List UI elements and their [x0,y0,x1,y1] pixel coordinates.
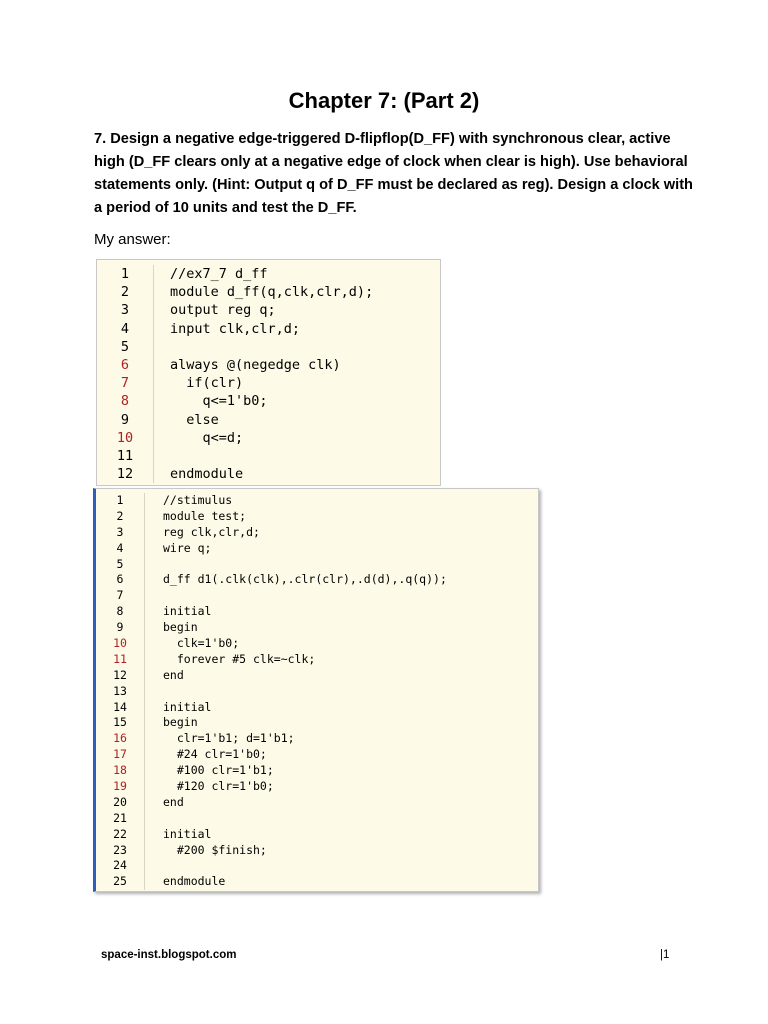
page-title: Chapter 7: (Part 2) [288,88,480,113]
line-number: 4 [120,320,130,337]
code-line [96,874,538,890]
line-number: 5 [120,338,130,355]
code-line [97,265,440,283]
code-text: module d_ff(q,clk,clr,d); [153,283,373,301]
code-line [96,858,538,874]
code-text: wire q; [144,541,211,557]
code-line [97,301,440,319]
code-text: end [144,668,184,684]
question-text: 7. Design a negative edge-triggered D-flipflop(D_FF) with synchronous clear, active high (D_FF clears only at a negative edge of clock when clear is high). Use behavioral statements only. (Hint: Output q of D_FF must be declared as reg). Design a clock with a period of 10 units and test the D_FF. [94,131,693,216]
line-number: 14 [113,699,127,714]
code-line [96,541,538,557]
code-line [96,747,538,763]
code-line [97,356,440,374]
code-line [96,779,538,795]
code-text: q<=1'b0; [153,392,268,410]
code-text: //stimulus [144,493,232,509]
code-text: endmodule [153,465,243,483]
line-number: 12 [116,466,134,483]
line-number: 23 [113,842,127,857]
line-number: 7 [120,375,130,392]
code-line [97,283,440,301]
code-text: #200 $finish; [144,843,267,859]
code-line [96,731,538,747]
line-number: 2 [120,284,130,301]
line-number: 12 [113,667,127,682]
code-line [96,493,538,509]
code-text: input clk,clr,d; [153,320,300,338]
line-number: 13 [113,683,127,698]
code-line [96,620,538,636]
line-number: 11 [113,651,127,666]
line-number: 9 [120,411,130,428]
code-text: q<=d; [153,429,243,447]
line-number: 24 [113,858,127,873]
code-line [97,411,440,429]
code-line [96,652,538,668]
code-text [144,858,163,874]
line-number: 11 [116,447,134,464]
line-number: 20 [113,794,127,809]
code-line [97,465,440,483]
code-line [96,588,538,604]
code-text: //ex7_7 d_ff [153,265,268,283]
code-line [97,429,440,447]
code-line [96,525,538,541]
line-number: 16 [113,731,127,746]
footer-site: space-inst.blogspot.com [101,949,237,961]
code-text [153,447,170,465]
code-text: clr=1'b1; d=1'b1; [144,731,295,747]
code-line [96,795,538,811]
line-number: 7 [116,588,124,603]
line-number: 3 [116,524,124,539]
line-number: 19 [113,779,127,794]
code-text: module test; [144,509,246,525]
code-line [97,447,440,465]
code-line [97,320,440,338]
line-number: 8 [120,393,130,410]
code-line [96,811,538,827]
code-line [96,684,538,700]
code-text: else [153,411,219,429]
code-line [96,636,538,652]
code-text: endmodule [144,874,225,890]
code-line [97,392,440,410]
line-number: 18 [113,763,127,778]
code-text: reg clk,clr,d; [144,525,260,541]
code-text: #100 clr=1'b1; [144,763,274,779]
code-text: initial [144,827,211,843]
code-text: always @(negedge clk) [153,356,341,374]
code-text: initial [144,700,211,716]
line-number: 21 [113,810,127,825]
code-text [144,811,163,827]
line-number: 10 [116,429,134,446]
code-line [96,557,538,573]
code-text [153,338,170,356]
code-line [97,374,440,392]
code-text: output reg q; [153,301,276,319]
line-number: 6 [120,356,130,373]
code-text [144,557,163,573]
line-number: 4 [116,540,124,555]
line-number: 25 [113,874,127,889]
code-line [96,843,538,859]
code-line [96,827,538,843]
code-line [97,338,440,356]
code-text: begin [144,620,198,636]
stimulus-code-block [93,488,539,892]
footer-page-number: |1 [660,949,670,961]
code-line [96,604,538,620]
line-number: 9 [116,620,124,635]
code-text: begin [144,715,198,731]
line-number: 17 [113,747,127,762]
line-number: 8 [116,604,124,619]
code-text: if(clr) [153,374,243,392]
code-line [96,668,538,684]
line-number: 15 [113,715,127,730]
code-text: initial [144,604,211,620]
line-number: 1 [120,266,130,282]
code-line [96,715,538,731]
code-text: #24 clr=1'b0; [144,747,267,763]
code-text: end [144,795,184,811]
code-text: d_ff d1(.clk(clk),.clr(clr),.d(d),.q(q)); [144,572,447,588]
code-text: clk=1'b0; [144,636,239,652]
line-number: 22 [113,826,127,841]
line-number: 6 [116,572,124,587]
code-line [96,509,538,525]
line-number: 2 [116,508,124,523]
code-line [96,700,538,716]
answer-label: My answer: [94,231,171,248]
line-number: 1 [116,493,124,507]
line-number: 5 [116,556,124,571]
code-text: #120 clr=1'b0; [144,779,274,795]
code-line [96,763,538,779]
line-number: 3 [120,302,130,319]
line-number: 10 [113,636,127,651]
code-line [96,572,538,588]
code-text: forever #5 clk=~clk; [144,652,315,668]
d-ff-module-code-block [96,259,441,486]
code-text [144,684,163,700]
code-text [144,588,163,604]
